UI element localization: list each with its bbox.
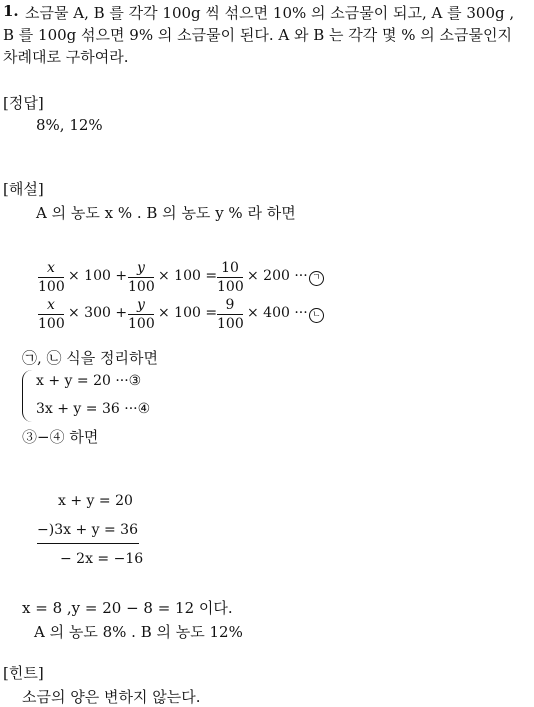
system-eq-2: 3x + y = 36 ···④ — [36, 401, 151, 417]
fraction-bar — [217, 314, 243, 315]
solution-conclusion: A 의 농도 8% . B 의 농도 12% — [34, 623, 243, 641]
eq2-f2-num: y — [137, 297, 145, 313]
solution-heading: [해설] — [3, 180, 44, 198]
eq1-f2-num: y — [137, 260, 145, 276]
eq1-fraction-3 — [217, 260, 243, 295]
eq1-marker — [309, 268, 324, 286]
eq1-rhs: × 200 ··· — [247, 268, 308, 284]
eq1-op-2: × 100 = — [158, 268, 218, 284]
eq1-f3-den: 100 — [217, 279, 244, 295]
eq1-fraction-2 — [128, 260, 154, 295]
subtract-note: ③−④ 하면 — [22, 428, 99, 446]
hint-text: 소금의 양은 변하지 않는다. — [22, 688, 201, 706]
fraction-bar — [128, 314, 154, 315]
solution-intro: A 의 농도 x % . B 의 농도 y % 라 하면 — [36, 204, 296, 222]
eq2-fraction-2 — [128, 297, 154, 332]
eq2-f3-den: 100 — [217, 316, 244, 332]
eq1-f1-den: 100 — [38, 279, 65, 295]
fraction-bar — [38, 314, 64, 315]
problem-line-3: 차례대로 구하여라. — [3, 48, 129, 66]
fraction-bar — [217, 277, 243, 278]
eq2-marker — [309, 305, 324, 323]
solution-result: x = 8 ,y = 20 − 8 = 12 이다. — [22, 599, 233, 617]
eq1-f3-num: 10 — [221, 260, 239, 276]
eq2-f1-den: 100 — [38, 316, 65, 332]
eq2-fraction-3 — [217, 297, 243, 332]
eq2-f1-num: x — [47, 297, 55, 313]
eq2-f3-num: 9 — [225, 297, 235, 313]
eq2-rhs: × 400 ··· — [247, 305, 308, 321]
problem-line-2: B 를 100g 섞으면 9% 의 소금물이 된다. A 와 B 는 각각 몇 % 의 소금물인지 — [3, 26, 512, 44]
subtraction-line-2: −)3x + y = 36 — [37, 522, 138, 538]
problem-line-1: 소금물 A, B 를 각각 100g 씩 섞으면 10% 의 소금물이 되고, A 를 300g , — [25, 4, 515, 22]
eq1-f2-den: 100 — [128, 279, 155, 295]
eq2-op-1: × 300 + — [68, 305, 128, 321]
subtraction-rule — [37, 543, 139, 544]
subtraction-line-1: x + y = 20 — [58, 493, 133, 509]
eq2-op-2: × 100 = — [158, 305, 218, 321]
system-brace — [22, 370, 33, 422]
fraction-bar — [38, 277, 64, 278]
eq1-op-1: × 100 + — [68, 268, 128, 284]
answer-value: 8%, 12% — [36, 116, 103, 134]
eq1-f1-num: x — [47, 260, 55, 276]
hint-heading: [힌트] — [3, 664, 44, 682]
circled-nieun-marker: ㄴ — [309, 308, 324, 323]
eq2-fraction-1 — [38, 297, 64, 332]
problem-number: 1. — [3, 2, 19, 20]
circled-giyeok-marker: ㄱ — [309, 271, 324, 286]
eq2-f2-den: 100 — [128, 316, 155, 332]
fraction-bar — [128, 277, 154, 278]
system-eq-1: x + y = 20 ···③ — [36, 373, 142, 389]
answer-heading: [정답] — [3, 94, 44, 112]
eq1-fraction-1 — [38, 260, 64, 295]
subtraction-result: − 2x = −16 — [60, 551, 144, 567]
organize-note: ㉠, ㉡ 식을 정리하면 — [22, 349, 159, 367]
